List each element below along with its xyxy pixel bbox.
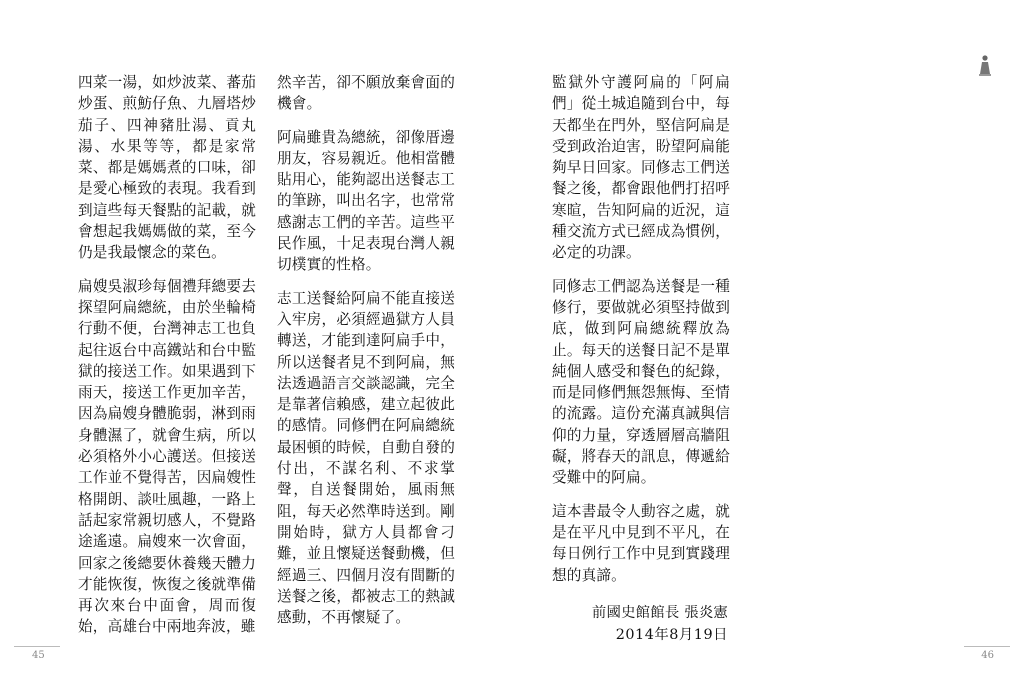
paragraph: 這本書最令人動容之處，就是在平凡中見到不平凡，在每日例行工作中見到實踐理想的真諦。 [552,502,730,584]
paragraph: 監獄外守護阿扁的「阿扁們」從土城追隨到台中，每天都坐在門外，堅信阿扁是受到政治迫害，盼望阿扁能夠早日回家。同修志工們送餐之後，都會跟他們打招呼寒暄，告知阿扁的近況，這種交流方式已經成為慣例，必定的功課。 [552,74,730,262]
paragraph: 同修志工們認為送餐是一種修行，要做就必須堅持做到底，做到阿扁總統釋放為止。每天的送餐日記不是單純個人感受和餐色的紀錄，而是同修們無怨無悔、至情的流露。這份充滿真誠與信仰的力量，穿透層層高牆阻礙，將春天的訊息，傳遞給受難中的阿扁。 [552,277,730,487]
footer-rule [964,646,1010,647]
text-column-1 [78,72,256,650]
text-column-2 [277,72,455,640]
figure-ornament-icon [978,54,992,78]
paragraph: 然辛苦，卻不願放棄會面的機會。 [277,74,455,113]
paragraph: 四菜一湯，如炒波菜、蕃茄炒蛋、煎魴仔魚、九層塔炒茄子、四神豬肚湯、貢丸湯、水果等等，都是家常菜、都是媽媽煮的口味，卻是愛心極致的表現。我看到到這些每天餐點的記載，就會想起我媽媽做的菜，至今仍是我最懷念的菜色。 [78,74,256,262]
author-signature: 前國史館館長 張炎憲 [591,604,728,621]
signature-block [552,602,730,646]
right-page [512,0,1024,698]
signature-date: 2014年8月19日 [615,626,728,643]
page-number-left: 45 [32,650,45,661]
text-column-3 [552,72,730,646]
paragraph: 志工送餐給阿扁不能直接送入牢房，必須經過獄方人員轉送，才能到達阿扁手中，所以送餐者見不到阿扁，無法透過語言交談認識，完全是靠著信賴感，建立起彼此的感情。同修們在阿扁總統最困頓的時候，自動自發的付出，不謀名利、不求掌聲，自送餐開始，風雨無阻，每天必然準時送到。剛開始時，獄方人員都會刁難，並且懷疑送餐動機，但經過三、四個月沒有間斷的送餐之後，都被志工的熱誠感動，不再懷疑了。 [277,289,455,627]
paragraph: 扁嫂吳淑珍每個禮拜總要去探望阿扁總統，由於坐輪椅行動不便，台灣神志工也負起往返台中高鐵站和台中監獄的接送工作。如果遇到下雨天，接送工作更加辛苦，因為扁嫂身體脆弱，淋到雨身體濕了，就會生病，所以必須格外小心護送。但接送工作並不覺得苦，因扁嫂性格開朗、談吐風趣，一路上話起家常親切感人，不覺路途遙遠。扁嫂來一次會面，回家之後總要休養幾天體力才能恢復，恢復之後就準備再次來台中面會，周而復始，高雄台中兩地奔波，雖 [78,277,256,636]
footer-rule [14,646,60,647]
paragraph: 阿扁雖貴為總統，卻像厝邊朋友，容易親近。他相當體貼用心，能夠認出送餐志工的筆跡，叫出名字，也常常感謝志工們的辛苦。這些平民作風，十足表現台灣人親切樸實的性格。 [277,128,455,274]
page-number-right: 46 [981,650,994,661]
